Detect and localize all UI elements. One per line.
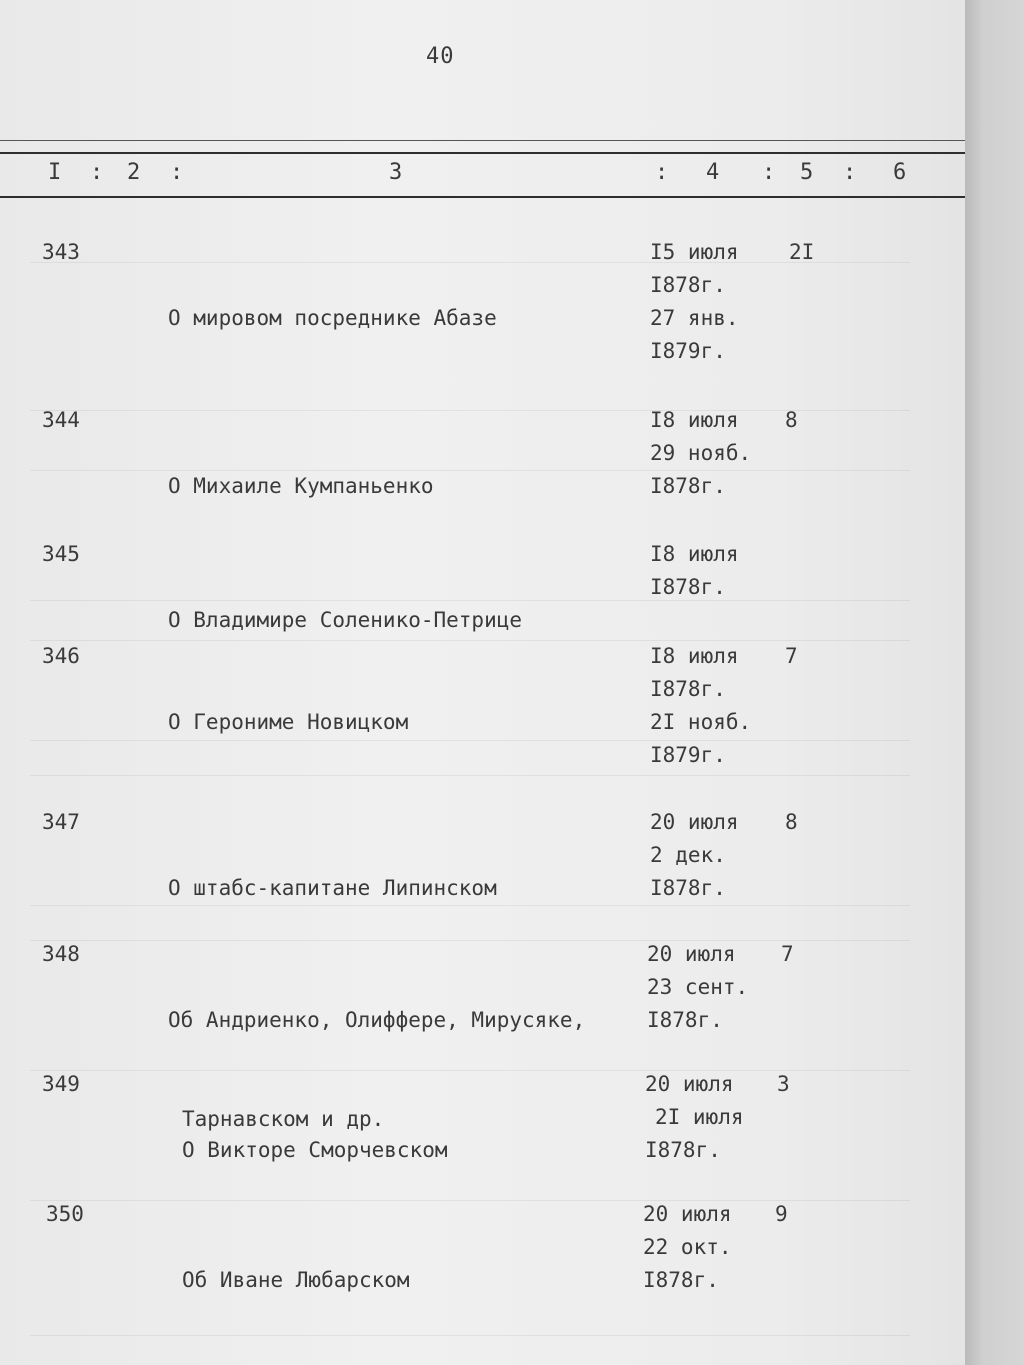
sheet-count: 7 [781, 942, 794, 966]
date-line: I8 июля [650, 542, 739, 566]
header-lower-rule [0, 196, 965, 198]
sheet-count: 2I [789, 240, 815, 264]
case-number: 347 [42, 810, 80, 834]
case-title [168, 640, 638, 805]
case-title-line: Тарнавском и др. [182, 1107, 385, 1131]
column-header-row [0, 155, 965, 193]
case-number: 343 [42, 240, 80, 264]
date-line: I8 июля [650, 408, 739, 432]
header-separator: : [170, 160, 184, 185]
date-line: 20 июля [645, 1072, 734, 1096]
header-separator: : [762, 160, 776, 185]
case-number: 349 [42, 1072, 80, 1096]
case-title-line: О Михаиле Кумпаньенко [168, 474, 434, 498]
sheet-count: 3 [777, 1072, 790, 1096]
header-col-2: 2 [127, 160, 141, 185]
date-line: 22 окт. [643, 1235, 732, 1259]
date-line: I879г. [650, 339, 726, 363]
date-line: I878г. [647, 1008, 723, 1032]
header-col-1: I [48, 160, 62, 185]
case-title-line: О мировом посреднике Абазе [168, 306, 497, 330]
case-dates [650, 806, 739, 905]
sheet-count: 7 [785, 644, 798, 668]
date-line: 2I июля [655, 1105, 744, 1129]
sheet-count: 9 [775, 1202, 788, 1226]
date-line: 29 нояб. [650, 441, 752, 465]
case-dates [645, 1068, 744, 1167]
page-edge-shadow [965, 0, 1024, 1365]
header-col-4: 4 [706, 160, 720, 185]
case-number: 350 [46, 1202, 84, 1226]
date-line: 27 янв. [650, 306, 739, 330]
header-col-3: 3 [389, 160, 403, 185]
case-number: 348 [42, 942, 80, 966]
case-title [168, 236, 638, 401]
date-line: 20 июля [643, 1202, 732, 1226]
header-top-rule [0, 140, 965, 141]
case-title-line: О штабс-капитане Липинском [168, 876, 497, 900]
date-line: I879г. [650, 743, 726, 767]
sheet-count: 8 [785, 810, 798, 834]
case-title-line: О Викторе Сморчевском [182, 1138, 448, 1162]
date-line: I878г. [645, 1138, 721, 1162]
case-dates [647, 938, 748, 1037]
page-number: 40 [426, 44, 455, 69]
case-dates [650, 640, 751, 772]
date-line: I878г. [650, 575, 726, 599]
case-title-line: О Герониме Новицком [168, 710, 409, 734]
date-line: 20 июля [647, 942, 736, 966]
case-dates [643, 1198, 732, 1297]
date-line: I5 июля [650, 240, 739, 264]
case-title-line: Об Андриенко, Олиффере, Мирусяке, [168, 1008, 586, 1032]
header-separator: : [655, 160, 669, 185]
case-title-line: Об Иване Любарском [182, 1268, 410, 1292]
sheet-count: 8 [785, 408, 798, 432]
date-line: I878г. [650, 273, 726, 297]
case-number: 345 [42, 542, 80, 566]
date-line: 20 июля [650, 810, 739, 834]
date-line: I878г. [643, 1268, 719, 1292]
date-line: 23 сент. [647, 975, 749, 999]
date-line: 2I нояб. [650, 710, 752, 734]
case-number: 344 [42, 408, 80, 432]
case-dates [650, 404, 751, 503]
date-line: I878г. [650, 474, 726, 498]
date-line: I8 июля [650, 644, 739, 668]
date-line: I878г. [650, 677, 726, 701]
date-line: 2 дек. [650, 843, 726, 867]
header-upper-rule [0, 152, 965, 154]
case-number: 346 [42, 644, 80, 668]
header-col-5: 5 [800, 160, 814, 185]
case-dates [650, 236, 739, 368]
case-dates [650, 538, 739, 604]
header-separator: : [90, 160, 104, 185]
header-separator: : [843, 160, 857, 185]
case-title-line: О Владимире Соленико-Петрице [168, 608, 523, 632]
header-col-6: 6 [893, 160, 907, 185]
date-line: I878г. [650, 876, 726, 900]
case-title [182, 1198, 652, 1363]
